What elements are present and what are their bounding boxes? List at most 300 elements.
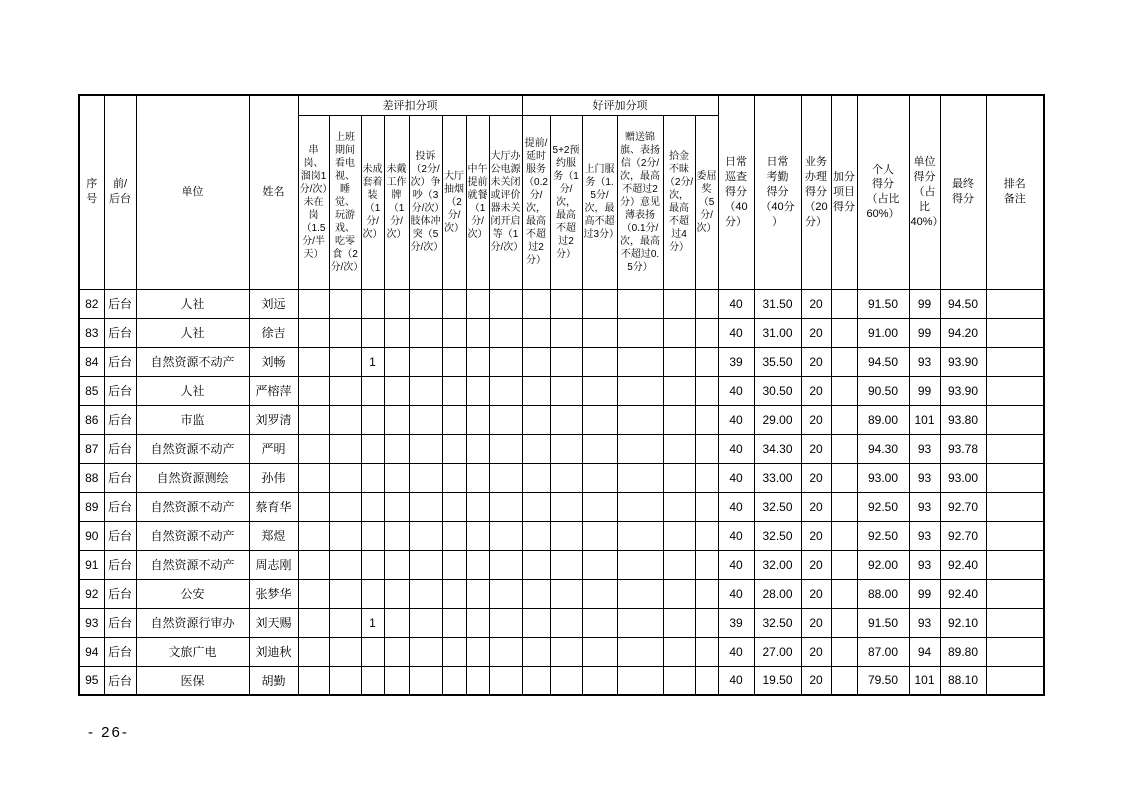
cell-col-daily-inspection-score: 39 [718, 347, 754, 376]
cell-col-deduct-complaint-quarrel-conflict [409, 347, 442, 376]
cell-col-unit-score: 99 [909, 289, 940, 318]
cell-col-deduct-complaint-quarrel-conflict [409, 608, 442, 637]
cell-col-serial-number: 85 [79, 376, 104, 405]
cell-col-bonus-early-late-service [522, 608, 550, 637]
cell-col-deduct-no-work-badge [384, 637, 409, 666]
cell-col-bonus-door-to-door-service [582, 550, 617, 579]
cell-col-bonus-door-to-door-service [582, 434, 617, 463]
cell-col-front-back-office: 后台 [104, 376, 136, 405]
cell-col-deduct-tv-sleep-games-snacks [329, 318, 361, 347]
cell-col-serial-number: 94 [79, 637, 104, 666]
cell-col-rank-remark [986, 666, 1044, 695]
cell-col-front-back-office: 后台 [104, 666, 136, 695]
cell-col-bonus-5plus2-appointment [550, 492, 582, 521]
cell-col-bonus-grievance-award [695, 318, 718, 347]
cell-col-bonus-grievance-award [695, 492, 718, 521]
cell-col-bonus-early-late-service [522, 637, 550, 666]
cell-col-front-back-office: 后台 [104, 318, 136, 347]
cell-col-final-score: 93.80 [940, 405, 986, 434]
cell-col-bonus-early-late-service [522, 347, 550, 376]
cell-col-rank-remark [986, 463, 1044, 492]
cell-col-bonus-5plus2-appointment [550, 347, 582, 376]
cell-col-deduct-tv-sleep-games-snacks [329, 579, 361, 608]
cell-col-deduct-incomplete-uniform [361, 550, 384, 579]
cell-col-bonus-item-score [831, 347, 857, 376]
col-unit-score: 单位 得分 （占 比 40%） [909, 95, 940, 289]
cell-col-unit: 公安 [136, 579, 249, 608]
col-bonus-early-late-service: 提前/延时服务（0.2分/次，最高不超过2分） [522, 115, 550, 289]
cell-col-deduct-power-evaluator-not-closed [489, 405, 522, 434]
cell-col-deduct-tv-sleep-games-snacks [329, 289, 361, 318]
cell-col-deduct-complaint-quarrel-conflict [409, 521, 442, 550]
cell-col-deduct-tv-sleep-games-snacks [329, 521, 361, 550]
table-row [79, 376, 1044, 405]
cell-col-daily-inspection-score: 40 [718, 405, 754, 434]
table-row [79, 608, 1044, 637]
cell-col-deduct-tv-sleep-games-snacks [329, 463, 361, 492]
cell-col-serial-number: 91 [79, 550, 104, 579]
cell-col-daily-attendance-score: 19.50 [754, 666, 801, 695]
cell-col-unit-score: 93 [909, 521, 940, 550]
cell-col-bonus-returning-money [663, 608, 695, 637]
cell-col-business-handling-score: 20 [801, 637, 831, 666]
col-name: 姓名 [249, 95, 298, 289]
cell-col-bonus-banner-praise-letter [617, 521, 663, 550]
cell-col-bonus-grievance-award [695, 550, 718, 579]
cell-col-bonus-item-score [831, 579, 857, 608]
cell-col-deduct-leaving-post [298, 521, 329, 550]
cell-col-bonus-5plus2-appointment [550, 550, 582, 579]
cell-col-deduct-tv-sleep-games-snacks [329, 637, 361, 666]
cell-col-deduct-early-lunch [466, 666, 489, 695]
cell-col-final-score: 94.20 [940, 318, 986, 347]
table-row [79, 637, 1044, 666]
cell-col-unit-score: 101 [909, 405, 940, 434]
cell-col-daily-inspection-score: 40 [718, 521, 754, 550]
cell-col-rank-remark [986, 318, 1044, 347]
cell-col-deduct-early-lunch [466, 608, 489, 637]
cell-col-personal-score: 94.30 [857, 434, 909, 463]
cell-col-deduct-power-evaluator-not-closed [489, 463, 522, 492]
cell-col-deduct-tv-sleep-games-snacks [329, 492, 361, 521]
cell-col-rank-remark [986, 405, 1044, 434]
cell-col-deduct-power-evaluator-not-closed [489, 550, 522, 579]
cell-col-personal-score: 92.50 [857, 492, 909, 521]
cell-col-daily-attendance-score: 35.50 [754, 347, 801, 376]
cell-col-business-handling-score: 20 [801, 289, 831, 318]
cell-col-unit: 人社 [136, 289, 249, 318]
cell-col-daily-inspection-score: 40 [718, 463, 754, 492]
col-deduct-no-work-badge: 未戴工作牌（1分/次） [384, 115, 409, 289]
cell-col-daily-attendance-score: 32.50 [754, 492, 801, 521]
cell-col-deduct-power-evaluator-not-closed [489, 318, 522, 347]
col-daily-inspection-score: 日常 巡查 得分 （40 分） [718, 95, 754, 289]
cell-col-daily-inspection-score: 40 [718, 376, 754, 405]
table-row [79, 666, 1044, 695]
cell-col-bonus-5plus2-appointment [550, 405, 582, 434]
group-positive-bonus-items: 好评加分项 [522, 95, 718, 115]
cell-col-daily-attendance-score: 34.30 [754, 434, 801, 463]
cell-col-rank-remark [986, 550, 1044, 579]
col-rank-remark: 排名 备注 [986, 95, 1044, 289]
cell-col-deduct-tv-sleep-games-snacks [329, 550, 361, 579]
cell-col-unit-score: 99 [909, 579, 940, 608]
cell-col-bonus-door-to-door-service [582, 463, 617, 492]
cell-col-deduct-early-lunch [466, 376, 489, 405]
cell-col-bonus-early-late-service [522, 463, 550, 492]
cell-col-serial-number: 90 [79, 521, 104, 550]
cell-col-deduct-early-lunch [466, 492, 489, 521]
cell-col-bonus-banner-praise-letter [617, 376, 663, 405]
cell-col-bonus-banner-praise-letter [617, 405, 663, 434]
cell-col-bonus-grievance-award [695, 579, 718, 608]
cell-col-name: 孙伟 [249, 463, 298, 492]
cell-col-unit: 人社 [136, 376, 249, 405]
cell-col-serial-number: 84 [79, 347, 104, 376]
cell-col-business-handling-score: 20 [801, 376, 831, 405]
cell-col-bonus-door-to-door-service [582, 579, 617, 608]
cell-col-rank-remark [986, 347, 1044, 376]
col-bonus-banner-praise-letter: 赠送锦旗、表扬信（2分/次，最高不超过2分）意见薄表扬（0.1分/次，最高不超过0.5分） [617, 115, 663, 289]
cell-col-bonus-returning-money [663, 579, 695, 608]
cell-col-deduct-tv-sleep-games-snacks [329, 376, 361, 405]
cell-col-deduct-early-lunch [466, 521, 489, 550]
cell-col-front-back-office: 后台 [104, 579, 136, 608]
cell-col-personal-score: 90.50 [857, 376, 909, 405]
cell-col-daily-attendance-score: 32.50 [754, 608, 801, 637]
cell-col-bonus-banner-praise-letter [617, 492, 663, 521]
table-row [79, 579, 1044, 608]
cell-col-bonus-5plus2-appointment [550, 666, 582, 695]
cell-col-bonus-returning-money [663, 463, 695, 492]
cell-col-bonus-item-score [831, 608, 857, 637]
cell-col-serial-number: 93 [79, 608, 104, 637]
cell-col-unit: 自然资源不动产 [136, 434, 249, 463]
cell-col-deduct-no-work-badge [384, 608, 409, 637]
cell-col-rank-remark [986, 434, 1044, 463]
cell-col-personal-score: 91.50 [857, 608, 909, 637]
cell-col-rank-remark [986, 289, 1044, 318]
cell-col-bonus-door-to-door-service [582, 521, 617, 550]
table-row [79, 550, 1044, 579]
cell-col-unit-score: 93 [909, 608, 940, 637]
cell-col-deduct-early-lunch [466, 434, 489, 463]
cell-col-bonus-grievance-award [695, 347, 718, 376]
cell-col-deduct-hall-smoking [442, 318, 466, 347]
table-row [79, 521, 1044, 550]
cell-col-bonus-banner-praise-letter [617, 637, 663, 666]
cell-col-front-back-office: 后台 [104, 463, 136, 492]
cell-col-unit-score: 93 [909, 492, 940, 521]
cell-col-deduct-leaving-post [298, 608, 329, 637]
cell-col-serial-number: 82 [79, 289, 104, 318]
cell-col-bonus-grievance-award [695, 637, 718, 666]
cell-col-unit: 文旅广电 [136, 637, 249, 666]
col-deduct-hall-smoking: 大厅抽烟（2分/次） [442, 115, 466, 289]
cell-col-deduct-incomplete-uniform [361, 289, 384, 318]
col-bonus-5plus2-appointment: 5+2预约服务（1分/次，最高不超过2分） [550, 115, 582, 289]
cell-col-daily-inspection-score: 40 [718, 434, 754, 463]
cell-col-final-score: 93.78 [940, 434, 986, 463]
cell-col-bonus-early-late-service [522, 318, 550, 347]
cell-col-deduct-early-lunch [466, 579, 489, 608]
cell-col-bonus-door-to-door-service [582, 637, 617, 666]
cell-col-deduct-incomplete-uniform: 1 [361, 347, 384, 376]
cell-col-name: 周志刚 [249, 550, 298, 579]
cell-col-daily-inspection-score: 40 [718, 637, 754, 666]
cell-col-bonus-early-late-service [522, 492, 550, 521]
cell-col-bonus-banner-praise-letter [617, 463, 663, 492]
cell-col-bonus-returning-money [663, 434, 695, 463]
cell-col-bonus-returning-money [663, 521, 695, 550]
cell-col-front-back-office: 后台 [104, 289, 136, 318]
cell-col-business-handling-score: 20 [801, 434, 831, 463]
cell-col-name: 郑煜 [249, 521, 298, 550]
cell-col-bonus-grievance-award [695, 521, 718, 550]
col-bonus-grievance-award: 委屈奖（5分/次） [695, 115, 718, 289]
cell-col-unit: 自然资源测绘 [136, 463, 249, 492]
cell-col-deduct-complaint-quarrel-conflict [409, 463, 442, 492]
cell-col-deduct-power-evaluator-not-closed [489, 492, 522, 521]
cell-col-deduct-no-work-badge [384, 492, 409, 521]
cell-col-final-score: 93.00 [940, 463, 986, 492]
cell-col-unit: 自然资源不动产 [136, 521, 249, 550]
cell-col-bonus-door-to-door-service [582, 666, 617, 695]
cell-col-unit-score: 93 [909, 463, 940, 492]
cell-col-deduct-complaint-quarrel-conflict [409, 289, 442, 318]
cell-col-deduct-hall-smoking [442, 405, 466, 434]
cell-col-bonus-banner-praise-letter [617, 434, 663, 463]
cell-col-unit-score: 93 [909, 550, 940, 579]
cell-col-deduct-early-lunch [466, 550, 489, 579]
cell-col-bonus-5plus2-appointment [550, 463, 582, 492]
cell-col-deduct-hall-smoking [442, 376, 466, 405]
cell-col-personal-score: 87.00 [857, 637, 909, 666]
cell-col-bonus-returning-money [663, 550, 695, 579]
col-daily-attendance-score: 日常 考勤 得分 （40分 ） [754, 95, 801, 289]
cell-col-unit-score: 101 [909, 666, 940, 695]
cell-col-unit: 自然资源行审办 [136, 608, 249, 637]
cell-col-deduct-no-work-badge [384, 434, 409, 463]
cell-col-daily-attendance-score: 29.00 [754, 405, 801, 434]
cell-col-name: 刘远 [249, 289, 298, 318]
cell-col-deduct-leaving-post [298, 492, 329, 521]
cell-col-deduct-power-evaluator-not-closed [489, 608, 522, 637]
cell-col-front-back-office: 后台 [104, 637, 136, 666]
cell-col-deduct-incomplete-uniform [361, 463, 384, 492]
cell-col-bonus-banner-praise-letter [617, 608, 663, 637]
cell-col-deduct-power-evaluator-not-closed [489, 347, 522, 376]
cell-col-rank-remark [986, 608, 1044, 637]
cell-col-deduct-incomplete-uniform [361, 405, 384, 434]
cell-col-bonus-item-score [831, 521, 857, 550]
cell-col-bonus-returning-money [663, 347, 695, 376]
table-row [79, 492, 1044, 521]
cell-col-bonus-grievance-award [695, 434, 718, 463]
score-table [78, 94, 1045, 696]
cell-col-unit: 人社 [136, 318, 249, 347]
cell-col-unit-score: 99 [909, 318, 940, 347]
cell-col-deduct-incomplete-uniform [361, 376, 384, 405]
cell-col-business-handling-score: 20 [801, 405, 831, 434]
col-bonus-item-score: 加分 项目 得分 [831, 95, 857, 289]
cell-col-deduct-hall-smoking [442, 637, 466, 666]
cell-col-deduct-incomplete-uniform [361, 579, 384, 608]
col-deduct-leaving-post: 串岗、溜岗1分/次）未在岗（1.5分/半天） [298, 115, 329, 289]
cell-col-deduct-no-work-badge [384, 318, 409, 347]
cell-col-unit: 医保 [136, 666, 249, 695]
cell-col-deduct-tv-sleep-games-snacks [329, 666, 361, 695]
cell-col-bonus-5plus2-appointment [550, 289, 582, 318]
cell-col-bonus-grievance-award [695, 289, 718, 318]
cell-col-final-score: 88.10 [940, 666, 986, 695]
cell-col-deduct-early-lunch [466, 289, 489, 318]
cell-col-deduct-power-evaluator-not-closed [489, 579, 522, 608]
cell-col-daily-attendance-score: 31.00 [754, 318, 801, 347]
cell-col-unit-score: 93 [909, 434, 940, 463]
cell-col-bonus-item-score [831, 463, 857, 492]
cell-col-deduct-hall-smoking [442, 289, 466, 318]
cell-col-bonus-banner-praise-letter [617, 579, 663, 608]
cell-col-deduct-complaint-quarrel-conflict [409, 376, 442, 405]
cell-col-deduct-power-evaluator-not-closed [489, 289, 522, 318]
cell-col-unit: 自然资源不动产 [136, 492, 249, 521]
cell-col-final-score: 92.40 [940, 550, 986, 579]
cell-col-bonus-banner-praise-letter [617, 347, 663, 376]
cell-col-front-back-office: 后台 [104, 521, 136, 550]
cell-col-unit: 自然资源不动产 [136, 550, 249, 579]
cell-col-deduct-power-evaluator-not-closed [489, 637, 522, 666]
cell-col-rank-remark [986, 376, 1044, 405]
cell-col-bonus-returning-money [663, 666, 695, 695]
cell-col-bonus-grievance-award [695, 666, 718, 695]
cell-col-serial-number: 95 [79, 666, 104, 695]
cell-col-bonus-grievance-award [695, 463, 718, 492]
cell-col-bonus-banner-praise-letter [617, 550, 663, 579]
cell-col-business-handling-score: 20 [801, 666, 831, 695]
cell-col-daily-inspection-score: 40 [718, 492, 754, 521]
cell-col-deduct-hall-smoking [442, 550, 466, 579]
cell-col-name: 刘天赐 [249, 608, 298, 637]
cell-col-deduct-complaint-quarrel-conflict [409, 637, 442, 666]
cell-col-final-score: 93.90 [940, 376, 986, 405]
cell-col-deduct-hall-smoking [442, 579, 466, 608]
cell-col-name: 刘罗清 [249, 405, 298, 434]
cell-col-bonus-door-to-door-service [582, 289, 617, 318]
cell-col-rank-remark [986, 492, 1044, 521]
cell-col-business-handling-score: 20 [801, 521, 831, 550]
cell-col-personal-score: 89.00 [857, 405, 909, 434]
cell-col-front-back-office: 后台 [104, 608, 136, 637]
cell-col-deduct-no-work-badge [384, 347, 409, 376]
cell-col-deduct-no-work-badge [384, 521, 409, 550]
cell-col-deduct-leaving-post [298, 318, 329, 347]
cell-col-personal-score: 91.50 [857, 289, 909, 318]
cell-col-final-score: 92.70 [940, 521, 986, 550]
cell-col-rank-remark [986, 521, 1044, 550]
cell-col-bonus-early-late-service [522, 579, 550, 608]
cell-col-unit-score: 94 [909, 637, 940, 666]
cell-col-deduct-incomplete-uniform [361, 318, 384, 347]
cell-col-daily-inspection-score: 40 [718, 318, 754, 347]
cell-col-personal-score: 91.00 [857, 318, 909, 347]
cell-col-deduct-power-evaluator-not-closed [489, 434, 522, 463]
cell-col-deduct-leaving-post [298, 550, 329, 579]
cell-col-deduct-hall-smoking [442, 347, 466, 376]
cell-col-deduct-incomplete-uniform [361, 521, 384, 550]
cell-col-bonus-early-late-service [522, 550, 550, 579]
col-business-handling-score: 业务 办理 得分 （20 分） [801, 95, 831, 289]
cell-col-bonus-5plus2-appointment [550, 521, 582, 550]
table-row [79, 463, 1044, 492]
cell-col-business-handling-score: 20 [801, 463, 831, 492]
cell-col-deduct-early-lunch [466, 637, 489, 666]
cell-col-deduct-complaint-quarrel-conflict [409, 579, 442, 608]
cell-col-daily-inspection-score: 40 [718, 550, 754, 579]
cell-col-deduct-no-work-badge [384, 463, 409, 492]
cell-col-daily-attendance-score: 30.50 [754, 376, 801, 405]
cell-col-front-back-office: 后台 [104, 550, 136, 579]
cell-col-deduct-no-work-badge [384, 550, 409, 579]
cell-col-rank-remark [986, 637, 1044, 666]
cell-col-daily-attendance-score: 32.00 [754, 550, 801, 579]
cell-col-personal-score: 92.00 [857, 550, 909, 579]
col-unit: 单位 [136, 95, 249, 289]
cell-col-bonus-returning-money [663, 637, 695, 666]
cell-col-bonus-5plus2-appointment [550, 637, 582, 666]
cell-col-bonus-5plus2-appointment [550, 318, 582, 347]
cell-col-bonus-door-to-door-service [582, 318, 617, 347]
cell-col-deduct-tv-sleep-games-snacks [329, 347, 361, 376]
cell-col-deduct-tv-sleep-games-snacks [329, 434, 361, 463]
cell-col-deduct-incomplete-uniform [361, 492, 384, 521]
cell-col-deduct-hall-smoking [442, 666, 466, 695]
cell-col-bonus-returning-money [663, 405, 695, 434]
cell-col-final-score: 92.40 [940, 579, 986, 608]
cell-col-name: 刘迪秋 [249, 637, 298, 666]
col-deduct-complaint-quarrel-conflict: 投诉（2分/次）争吵（3分/次）肢体冲突（5分/次） [409, 115, 442, 289]
cell-col-bonus-item-score [831, 666, 857, 695]
cell-col-name: 张梦华 [249, 579, 298, 608]
cell-col-bonus-grievance-award [695, 376, 718, 405]
cell-col-bonus-item-score [831, 637, 857, 666]
group-negative-deduction-items: 差评扣分项 [298, 95, 522, 115]
table-row [79, 434, 1044, 463]
cell-col-unit-score: 93 [909, 347, 940, 376]
cell-col-daily-inspection-score: 40 [718, 579, 754, 608]
cell-col-deduct-complaint-quarrel-conflict [409, 666, 442, 695]
cell-col-bonus-door-to-door-service [582, 405, 617, 434]
cell-col-deduct-no-work-badge [384, 376, 409, 405]
cell-col-daily-attendance-score: 27.00 [754, 637, 801, 666]
cell-col-deduct-leaving-post [298, 289, 329, 318]
cell-col-bonus-item-score [831, 405, 857, 434]
cell-col-front-back-office: 后台 [104, 347, 136, 376]
cell-col-bonus-early-late-service [522, 434, 550, 463]
cell-col-deduct-no-work-badge [384, 405, 409, 434]
cell-col-personal-score: 88.00 [857, 579, 909, 608]
cell-col-name: 严榕萍 [249, 376, 298, 405]
cell-col-bonus-5plus2-appointment [550, 608, 582, 637]
cell-col-serial-number: 87 [79, 434, 104, 463]
table-row [79, 318, 1044, 347]
cell-col-bonus-early-late-service [522, 521, 550, 550]
cell-col-rank-remark [986, 579, 1044, 608]
cell-col-deduct-early-lunch [466, 405, 489, 434]
cell-col-bonus-returning-money [663, 376, 695, 405]
cell-col-serial-number: 86 [79, 405, 104, 434]
cell-col-deduct-complaint-quarrel-conflict [409, 550, 442, 579]
